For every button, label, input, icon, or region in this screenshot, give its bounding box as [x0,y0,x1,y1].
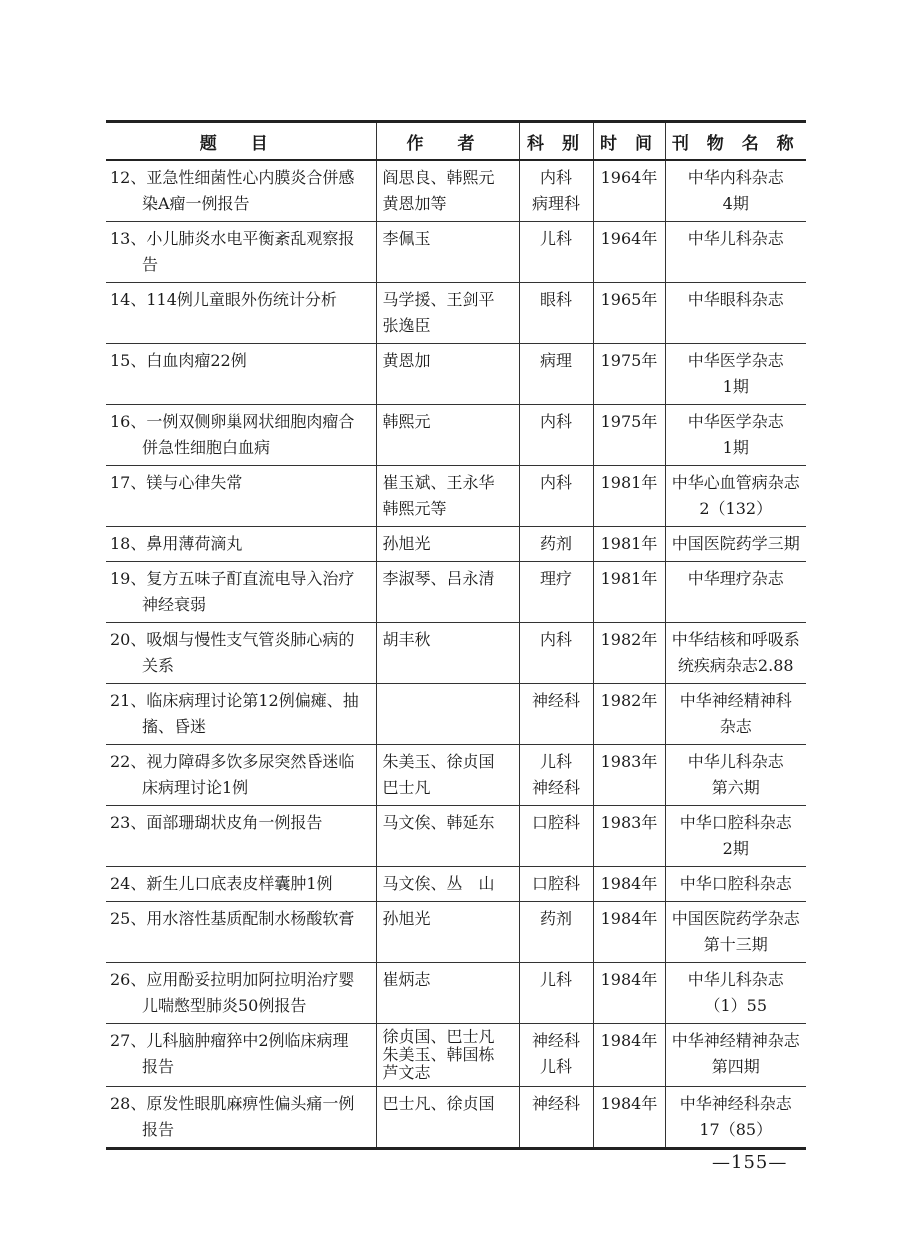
entry-dept [519,902,593,963]
entry-journal-line: （1）55 [704,996,768,1015]
entry-dept-line: 病理科 [531,194,580,213]
entry-journal-line: 中华内科杂志 [687,168,784,187]
entry-title-line: 染A瘤一例报告 [142,194,250,213]
entry-dept [519,1024,593,1087]
entry-dept-line: 眼科 [539,290,572,309]
entry-author-line: 朱美玉、韩国栋 [382,1045,495,1064]
entry-dept-line: 理疗 [539,569,572,588]
entry-dept [519,562,593,623]
entry-journal [665,1087,806,1149]
entry-title-line [110,906,372,932]
entry-title [106,283,376,344]
entry-time: 1981年 [593,527,665,562]
entry-journal-line: 中华口腔科杂志 [679,813,792,832]
entry-author [376,405,519,466]
entry-number: 16、 [110,412,147,431]
entry-dept-line: 神经科 [531,1031,580,1050]
entry-time: 1982年 [593,684,665,745]
entry-title-line: 搐、昏迷 [142,717,207,736]
entry-journal-line: 中华眼科杂志 [687,290,784,309]
entry-author [376,1024,519,1087]
entry-title-text: 应用酚妥拉明加阿拉明治疗婴 [146,970,355,989]
table-row [106,222,806,283]
entry-author-line: 韩熙元 [382,412,431,431]
entry-number: 18、 [110,534,147,553]
entry-dept [519,963,593,1024]
entry-author-line: 李佩玉 [382,229,431,248]
entry-title-line [110,348,372,374]
entry-journal-line: 2（132） [699,499,773,518]
header-journal: 刊 物 名 称 [665,122,806,161]
entry-number: 23、 [110,813,147,832]
entry-dept [519,623,593,684]
entry-author [376,562,519,623]
entry-title-line [110,470,372,496]
entry-title-line [110,810,372,836]
entry-title-line: 神经衰弱 [142,595,207,614]
entry-author-line: 韩熙元等 [382,499,447,518]
entry-title-text: 用水溶性基质配制水杨酸软膏 [146,909,355,928]
entry-dept-line: 内科 [539,168,572,187]
entry-title-line [110,871,372,897]
entry-journal-line: 2期 [722,839,749,858]
table-row [106,806,806,867]
entry-title [106,806,376,867]
entry-title-line [110,287,372,313]
entry-journal [665,684,806,745]
entry-number: 13、 [110,229,147,248]
entry-title-line: 告 [142,255,159,274]
entry-author [376,466,519,527]
entry-number: 14、 [110,290,147,309]
entry-author-line: 李淑琴、吕永清 [382,569,495,588]
entry-time: 1984年 [593,1024,665,1087]
entry-dept-line: 病理 [539,351,572,370]
entry-number: 24、 [110,874,147,893]
entry-journal-line: 4期 [722,194,749,213]
entry-title-text: 亚急性细菌性心内膜炎合併感 [146,168,355,187]
entry-dept-line: 口腔科 [531,874,580,893]
entry-title-text: 复方五味子酊直流电导入治疗 [146,569,355,588]
entry-title-line [110,967,372,993]
entry-title [106,405,376,466]
entry-dept [519,344,593,405]
entry-dept-line: 口腔科 [531,813,580,832]
entry-dept-line: 内科 [539,473,572,492]
entry-time: 1965年 [593,283,665,344]
entry-author [376,806,519,867]
entry-journal [665,160,806,222]
entry-title-line: 儿喘憋型肺炎50例报告 [142,996,307,1015]
entry-number: 28、 [110,1094,147,1113]
table-row [106,527,806,562]
entry-title-line: 床病理讨论1例 [142,778,249,797]
entry-dept [519,405,593,466]
entry-journal-line: 第四期 [711,1057,760,1076]
entry-time: 1984年 [593,902,665,963]
table-row [106,684,806,745]
entry-dept [519,527,593,562]
entry-time: 1975年 [593,344,665,405]
entry-dept-line: 儿科 [539,752,572,771]
table-row [106,745,806,806]
table-row [106,283,806,344]
entry-title [106,344,376,405]
entry-journal [665,902,806,963]
publication-table [106,120,806,1150]
entry-dept-line: 内科 [539,412,572,431]
table-row [106,1087,806,1149]
entry-title-text: 鼻用薄荷滴丸 [146,534,243,553]
entry-title-line [110,165,372,191]
entry-dept [519,867,593,902]
table-row [106,867,806,902]
entry-title [106,684,376,745]
entry-author [376,902,519,963]
entry-journal-line: 第六期 [711,778,760,797]
entry-dept [519,1087,593,1149]
entry-journal-line: 中华心血管病杂志 [671,473,800,492]
entry-author [376,160,519,222]
entry-journal [665,562,806,623]
entry-journal [665,466,806,527]
header-author: 作 者 [376,122,519,161]
entry-dept [519,806,593,867]
entry-author-line: 朱美玉、徐贞国 [382,752,495,771]
entry-journal-line: 中华医学杂志 [687,351,784,370]
entry-title [106,745,376,806]
entry-title-line [110,566,372,592]
entry-author-line: 胡丰秋 [382,630,431,649]
table-row [106,466,806,527]
entry-journal-line: 中华理疗杂志 [687,569,784,588]
entry-number: 27、 [110,1031,147,1050]
entry-author-line: 马学援、王剑平 [382,290,495,309]
entry-title-line [110,409,372,435]
entry-dept-line: 神经科 [531,691,580,710]
entry-time: 1984年 [593,963,665,1024]
entry-journal [665,405,806,466]
entry-number: 12、 [110,168,147,187]
entry-journal [665,527,806,562]
entry-journal-line: 中国医院药学杂志 [671,909,800,928]
table-row [106,344,806,405]
entry-dept-line: 儿科 [539,229,572,248]
table-row [106,160,806,222]
entry-time: 1984年 [593,1087,665,1149]
entry-journal-line: 17（85） [699,1120,773,1139]
entry-title-text: 新生儿口底表皮样囊肿1例 [146,874,333,893]
table-body [106,160,806,1149]
entry-journal [665,344,806,405]
entry-author [376,283,519,344]
entry-time: 1964年 [593,160,665,222]
entry-time: 1983年 [593,745,665,806]
entry-title [106,867,376,902]
entry-title-text: 原发性眼肌麻痹性偏头痛一例 [146,1094,355,1113]
entry-title-line: 报告 [142,1120,175,1139]
publication-table-container [106,120,806,1150]
table-header-row [106,122,806,161]
entry-title [106,1087,376,1149]
table-row [106,902,806,963]
entry-number: 22、 [110,752,147,771]
entry-author-line: 马文俟、丛 山 [382,874,495,893]
entry-dept-line: 药剂 [539,909,572,928]
entry-author-line: 黄恩加 [382,351,431,370]
entry-time: 1984年 [593,867,665,902]
entry-author-line: 黄恩加等 [382,194,447,213]
entry-time: 1981年 [593,466,665,527]
entry-title-text: 儿科脑肿瘤猝中2例临床病理 [146,1031,349,1050]
entry-author [376,963,519,1024]
entry-dept [519,466,593,527]
entry-number: 25、 [110,909,147,928]
entry-number: 17、 [110,473,147,492]
entry-title-text: 临床病理讨论第12例偏瘫、抽 [146,691,359,710]
entry-journal-line: 第十三期 [703,935,768,954]
entry-author [376,867,519,902]
entry-dept [519,283,593,344]
entry-journal-line: 中华口腔科杂志 [679,874,792,893]
entry-time: 1983年 [593,806,665,867]
entry-journal-line: 1期 [722,377,749,396]
entry-author [376,527,519,562]
entry-number: 20、 [110,630,147,649]
entry-title [106,902,376,963]
entry-journal-line: 中华神经科杂志 [679,1094,792,1113]
entry-author-line: 巴士凡、徐贞国 [382,1094,495,1113]
entry-author-line: 徐贞国、巴士凡 [382,1027,495,1046]
entry-dept [519,222,593,283]
entry-title-line [110,1091,372,1117]
entry-author-line: 马文俟、韩延东 [382,813,495,832]
table-row [106,963,806,1024]
entry-dept [519,160,593,222]
page-number: —155— [712,1152,788,1173]
entry-author-line: 孙旭光 [382,534,431,553]
entry-title-text: 视力障碍多饮多尿突然昏迷临 [146,752,355,771]
table-row [106,405,806,466]
entry-dept-line: 内科 [539,630,572,649]
entry-time: 1981年 [593,562,665,623]
entry-number: 19、 [110,569,147,588]
entry-title-line [110,531,372,557]
entry-journal [665,963,806,1024]
entry-title-text: 吸烟与慢性支气管炎肺心病的 [146,630,355,649]
entry-number: 15、 [110,351,147,370]
entry-title-line: 关系 [142,656,175,675]
entry-journal-line: 中华神经精神杂志 [671,1031,800,1050]
entry-title-line [110,226,372,252]
table-row [106,562,806,623]
entry-time: 1975年 [593,405,665,466]
entry-author [376,222,519,283]
entry-title-line [110,627,372,653]
entry-journal-line: 1期 [722,438,749,457]
entry-title-line [110,688,372,714]
header-time: 时 间 [593,122,665,161]
header-title: 题 目 [106,122,376,161]
entry-author-line: 芦文志 [382,1063,431,1082]
entry-title [106,1024,376,1087]
entry-dept-line: 神经科 [531,1094,580,1113]
entry-title [106,562,376,623]
entry-number: 26、 [110,970,147,989]
entry-dept [519,745,593,806]
entry-journal [665,745,806,806]
entry-author [376,623,519,684]
entry-author [376,745,519,806]
table-row [106,1024,806,1087]
table-row [106,623,806,684]
entry-journal-line: 中华医学杂志 [687,412,784,431]
entry-author-line: 阎思良、韩熙元 [382,168,495,187]
entry-journal [665,283,806,344]
entry-journal [665,1024,806,1087]
entry-title [106,222,376,283]
entry-author [376,684,519,745]
entry-journal-line: 中华儿科杂志 [687,970,784,989]
entry-number: 21、 [110,691,147,710]
entry-dept-line: 儿科 [539,970,572,989]
entry-dept-line: 神经科 [531,778,580,797]
entry-dept [519,684,593,745]
entry-title-text: 面部珊瑚状皮角一例报告 [146,813,323,832]
entry-title-text: 白血肉瘤22例 [146,351,247,370]
entry-title [106,160,376,222]
entry-journal-line: 中华神经精神科 [679,691,792,710]
entry-author-line: 巴士凡 [382,778,431,797]
entry-title-line: 报告 [142,1057,175,1076]
header-dept: 科 别 [519,122,593,161]
entry-title-text: 一例双侧卵巢网状细胞肉瘤合 [146,412,355,431]
entry-time: 1982年 [593,623,665,684]
entry-author [376,344,519,405]
entry-dept-line: 儿科 [539,1057,572,1076]
entry-title-text: 小儿肺炎水电平衡紊乱观察报 [146,229,355,248]
entry-author-line: 崔炳志 [382,970,431,989]
entry-title-line: 併急性细胞白血病 [142,438,271,457]
entry-journal-line: 中华儿科杂志 [687,752,784,771]
entry-author-line: 张逸臣 [382,316,431,335]
entry-journal-line: 中华结核和呼吸系 [671,630,800,649]
entry-title-line [110,749,372,775]
entry-title [106,466,376,527]
entry-title [106,963,376,1024]
entry-author [376,1087,519,1149]
entry-journal [665,222,806,283]
entry-dept-line: 药剂 [539,534,572,553]
entry-journal-line: 中国医院药学三期 [671,534,800,553]
entry-title [106,623,376,684]
entry-journal [665,867,806,902]
entry-title-text: 镁与心律失常 [146,473,243,492]
entry-journal-line: 杂志 [719,717,752,736]
entry-author-line: 崔玉斌、王永华 [382,473,495,492]
entry-journal [665,806,806,867]
entry-title-text: 114例儿童眼外伤统计分析 [146,290,337,309]
entry-journal-line: 中华儿科杂志 [687,229,784,248]
entry-time: 1964年 [593,222,665,283]
entry-journal-line: 统疾病杂志2.88 [677,656,794,675]
entry-title [106,527,376,562]
entry-journal [665,623,806,684]
entry-author-line: 孙旭光 [382,909,431,928]
entry-title-line [110,1028,372,1054]
